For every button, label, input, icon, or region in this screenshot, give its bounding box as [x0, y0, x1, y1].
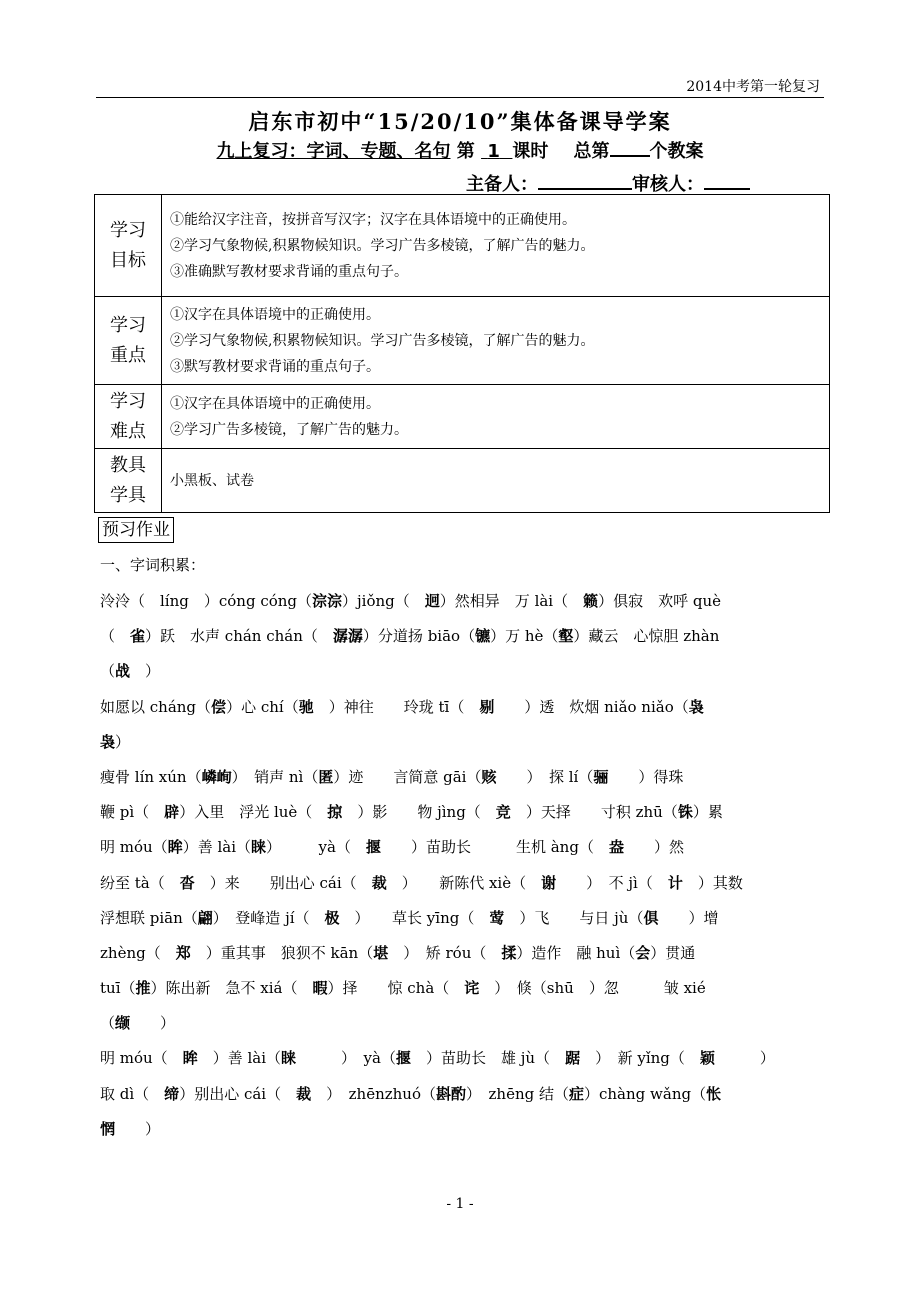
row-content [162, 449, 830, 513]
vocab-text: （ [100, 662, 116, 681]
vocab-text: ）心 chí（ [226, 697, 299, 716]
vocab-text: ）jiǒng（ [342, 592, 425, 610]
vocab-text: ）苗助长 雄 jù（ [410, 1049, 566, 1068]
row-content [162, 385, 830, 449]
vocab-answer: 迥 [424, 592, 440, 610]
vocab-text: ）贯通 [650, 943, 696, 962]
vocab-answer: 裁 [371, 873, 387, 892]
vocab-line [100, 1041, 828, 1076]
vocab-answer: 裁 [296, 1084, 312, 1103]
vocab-answer: 战 [115, 662, 131, 681]
section-heading: 一、字词积累： [100, 556, 206, 574]
vocab-answer: 铢 [677, 803, 693, 822]
row-label: 学习 目标 [95, 195, 162, 297]
vocab-text: ）造作 融 huì（ [516, 943, 636, 962]
vocab-answer: 揠 [395, 1049, 411, 1068]
vocab-text: ）善 lài（ [197, 1049, 282, 1068]
table-row-focus [95, 297, 830, 385]
vocab-line [100, 866, 828, 901]
subtitle-total-suffix: 个教案 [649, 141, 704, 162]
vocab-text: ） [115, 1119, 161, 1138]
table-row-materials [95, 449, 830, 513]
vocab-answer: 眸 [182, 1049, 198, 1068]
vocab-text: ） [115, 732, 131, 751]
vocab-text: 如愿以 cháng（ [100, 697, 212, 716]
lesson-plan-table [94, 194, 830, 513]
vocab-text: ）藏云 心惊胆 zhàn [573, 627, 720, 646]
vocab-text: 纷至 tà（ [100, 873, 180, 892]
vocab-text: ） 新 yǐng（ [580, 1049, 700, 1068]
vocab-text: tuī（ [100, 979, 136, 998]
vocab-answer: 袅 [688, 697, 704, 716]
vocab-answer: 俱 [643, 908, 659, 927]
content-line: ②学习气象物候,积累物候知识。学习广告多棱镜，了解广告的魅力。 [170, 237, 595, 254]
vocab-text: ） 探 lí（ [496, 767, 594, 786]
vocab-text: ） zhēnzhuó（ [311, 1084, 436, 1103]
vocab-text: ）跃 水声 chán chán（ [145, 627, 333, 646]
vocab-answer: 堪 [373, 943, 389, 962]
vocab-answer: 莺 [489, 908, 505, 927]
vocab-line [100, 971, 828, 1006]
vocab-answer: 籁 [583, 592, 599, 610]
vocab-text: ）飞 与日 jù（ [504, 908, 644, 927]
vocab-text: 瘦骨 lín xún（ [100, 767, 202, 786]
vocab-line [100, 760, 828, 795]
vocab-answer: 踞 [565, 1049, 581, 1068]
vocab-text: ）入里 浮光 luè（ [179, 803, 328, 822]
preparer-label: 主备人： [466, 174, 538, 195]
vocab-answer: 翩 [197, 908, 213, 927]
vocab-text: ） [130, 662, 161, 681]
vocab-answer: 偿 [211, 697, 227, 716]
vocab-text: 明 móu（ [100, 1049, 183, 1068]
table-row-goals [95, 195, 830, 297]
vocab-text: ）得珠 [608, 767, 684, 786]
vocab-text: 浮想联 piān（ [100, 908, 198, 927]
vocab-text: ）重其事 狼狈不 kān（ [190, 943, 374, 962]
content-line: ①能给汉字注音，按拼音写汉字；汉字在具体语境中的正确使用。 [170, 211, 576, 228]
vocab-answer: 斟酌 [435, 1084, 466, 1103]
vocab-answer: 剔 [479, 697, 495, 716]
vocab-text: ） zhēng 结（ [466, 1084, 569, 1103]
vocab-text: ）来 别出心 cái（ [194, 873, 372, 892]
vocab-line [100, 795, 828, 830]
row-content [162, 297, 830, 385]
subtitle-total-prefix: 总第 [573, 141, 610, 162]
vocab-text: 泠泠（ líng ）cóng cóng（ [100, 592, 313, 610]
vocab-line [100, 1112, 828, 1147]
vocab-answer: 匿 [318, 767, 334, 786]
vocab-text: ） 销声 nì（ [231, 767, 319, 786]
vocab-line [100, 654, 828, 689]
vocab-text: ）择 惊 chà（ [327, 979, 465, 998]
row-label: 学习 难点 [95, 385, 162, 449]
vocab-text: ）俱寂 欢呼 què [598, 592, 722, 610]
vocab-answer: 掠 [327, 803, 343, 822]
vocab-line [100, 830, 828, 865]
content-line: ③默写教材要求背诵的重点句子。 [170, 358, 380, 375]
vocab-text: ）然相异 万 lài（ [439, 592, 584, 610]
section-title: 预习作业 [98, 517, 174, 543]
subtitle-lesson-prefix: 第 [456, 141, 475, 162]
content-line: 小黑板、试卷 [170, 472, 254, 489]
vocab-answer: 郑 [175, 943, 191, 962]
vocab-text: ）累 [692, 803, 723, 822]
vocab-text: ）善 lài（ [182, 838, 252, 857]
vocab-line [100, 901, 828, 936]
vocab-answer: 症 [568, 1084, 584, 1103]
vocab-text: 鞭 pì（ [100, 803, 165, 822]
vocab-text: ）其数 [682, 873, 743, 892]
vocab-text: （ [100, 627, 131, 646]
vocab-text: ） [714, 1049, 775, 1068]
vocab-answer: 计 [667, 873, 683, 892]
subtitle-main: 九上复习：字词、专题、名句 [216, 141, 451, 162]
vocab-text: ）陈出新 急不 xiá（ [150, 979, 313, 998]
vocab-line [100, 619, 828, 654]
vocab-answer: 竞 [495, 803, 511, 822]
page-number: - 1 - [446, 1196, 474, 1212]
vocab-text: ）影 物 jìng（ [342, 803, 496, 822]
vocab-text: ） 新陈代 xiè（ [386, 873, 542, 892]
content-line: ②学习气象物候,积累物候知识。学习广告多棱镜，了解广告的魅力。 [170, 332, 595, 349]
vocab-text: ）万 hè（ [490, 627, 559, 646]
vocab-answer: 缔 [164, 1084, 180, 1103]
vocab-line [100, 584, 828, 619]
vocab-answer: 会 [635, 943, 651, 962]
vocab-text: 明 móu（ [100, 838, 168, 857]
vocab-text: ）chàng wǎng（ [584, 1084, 707, 1103]
vocab-text: ） 倏（shū ）忽 皱 xié [479, 979, 706, 998]
vocab-text: 取 dì（ [100, 1084, 165, 1103]
content-line: ①汉字在具体语境中的正确使用。 [170, 395, 380, 412]
running-header: 2014中考第一轮复习 [686, 79, 820, 95]
byline [466, 170, 750, 196]
vocab-answer: 揠 [365, 838, 381, 857]
vocab-answer: 雀 [130, 627, 146, 646]
vocab-line [100, 936, 828, 971]
vocab-answer: 骊 [593, 767, 609, 786]
preparer-blank[interactable] [538, 170, 632, 190]
total-blank[interactable] [610, 137, 650, 157]
content-line: ①汉字在具体语境中的正确使用。 [170, 306, 380, 323]
vocab-answer: 谢 [541, 873, 557, 892]
vocab-text: ） yà（ [296, 1049, 396, 1068]
vocab-text: ） [130, 1014, 176, 1033]
vocab-answer: 推 [135, 979, 151, 998]
vocab-answer: 盎 [608, 838, 624, 857]
vocab-text: ）然 [623, 838, 684, 857]
content-line: ③准确默写教材要求背诵的重点句子。 [170, 263, 408, 280]
vocab-exercise [100, 584, 828, 1147]
content-line: ②学习广告多棱镜，了解广告的魅力。 [170, 421, 408, 438]
vocab-answer: 镳 [475, 627, 491, 646]
reviewer-blank[interactable] [704, 170, 750, 190]
vocab-text: ）神往 玲珑 tī（ [313, 697, 480, 716]
vocab-answer: 睐 [251, 838, 267, 857]
vocab-text: ）增 [658, 908, 719, 927]
vocab-answer: 惘 [100, 1119, 116, 1138]
vocab-line [100, 690, 828, 725]
vocab-answer: 缬 [115, 1014, 131, 1033]
vocab-answer: 辟 [164, 803, 180, 822]
vocab-answer: 袅 [100, 732, 116, 751]
row-label: 学习 重点 [95, 297, 162, 385]
vocab-line [100, 725, 828, 760]
vocab-text: ） 矫 róu（ [388, 943, 502, 962]
vocab-text: zhèng（ [100, 943, 176, 962]
subtitle-lesson-suffix: 课时 [512, 141, 549, 162]
vocab-answer: 沓 [179, 873, 195, 892]
vocab-answer: 诧 [464, 979, 480, 998]
vocab-text: ）透 炊烟 niǎo niǎo（ [494, 697, 689, 716]
vocab-line [100, 1077, 828, 1112]
vocab-answer: 赅 [481, 767, 497, 786]
row-content [162, 195, 830, 297]
row-label: 教具 学具 [95, 449, 162, 513]
vocab-answer: 壑 [558, 627, 574, 646]
lesson-number: 1 [487, 141, 500, 162]
vocab-line [100, 1006, 828, 1041]
vocab-text: ） yà（ [266, 838, 366, 857]
vocab-answer: 驰 [298, 697, 314, 716]
vocab-text: ） 不 jì（ [556, 873, 668, 892]
vocab-text: ）分道扬 biāo（ [362, 627, 476, 646]
vocab-text: （ [100, 1014, 116, 1033]
vocab-answer: 暇 [312, 979, 328, 998]
vocab-answer: 揉 [501, 943, 517, 962]
vocab-answer: 颖 [699, 1049, 715, 1068]
vocab-text: ）迹 言简意 gāi（ [333, 767, 482, 786]
vocab-text: ）苗助长 生机 àng（ [380, 838, 609, 857]
vocab-answer: 淙淙 [312, 592, 343, 610]
vocab-answer: 眸 [167, 838, 183, 857]
vocab-text: ） 草长 yīng（ [339, 908, 490, 927]
vocab-answer: 嶙峋 [201, 767, 232, 786]
lesson-subtitle [0, 137, 920, 163]
reviewer-label: 审核人： [632, 174, 704, 195]
vocab-answer: 睐 [281, 1049, 297, 1068]
header-rule [96, 97, 824, 98]
table-row-difficulty [95, 385, 830, 449]
page-title: 启东市初中“15/20/10”集体备课导学案 [248, 109, 672, 134]
vocab-text: ）天择 寸积 zhū（ [510, 803, 678, 822]
vocab-answer: 潺潺 [332, 627, 363, 646]
vocab-text: ） 登峰造 jí（ [212, 908, 325, 927]
vocab-text: ）别出心 cái（ [179, 1084, 297, 1103]
vocab-answer: 极 [324, 908, 340, 927]
vocab-answer: 怅 [706, 1084, 722, 1103]
